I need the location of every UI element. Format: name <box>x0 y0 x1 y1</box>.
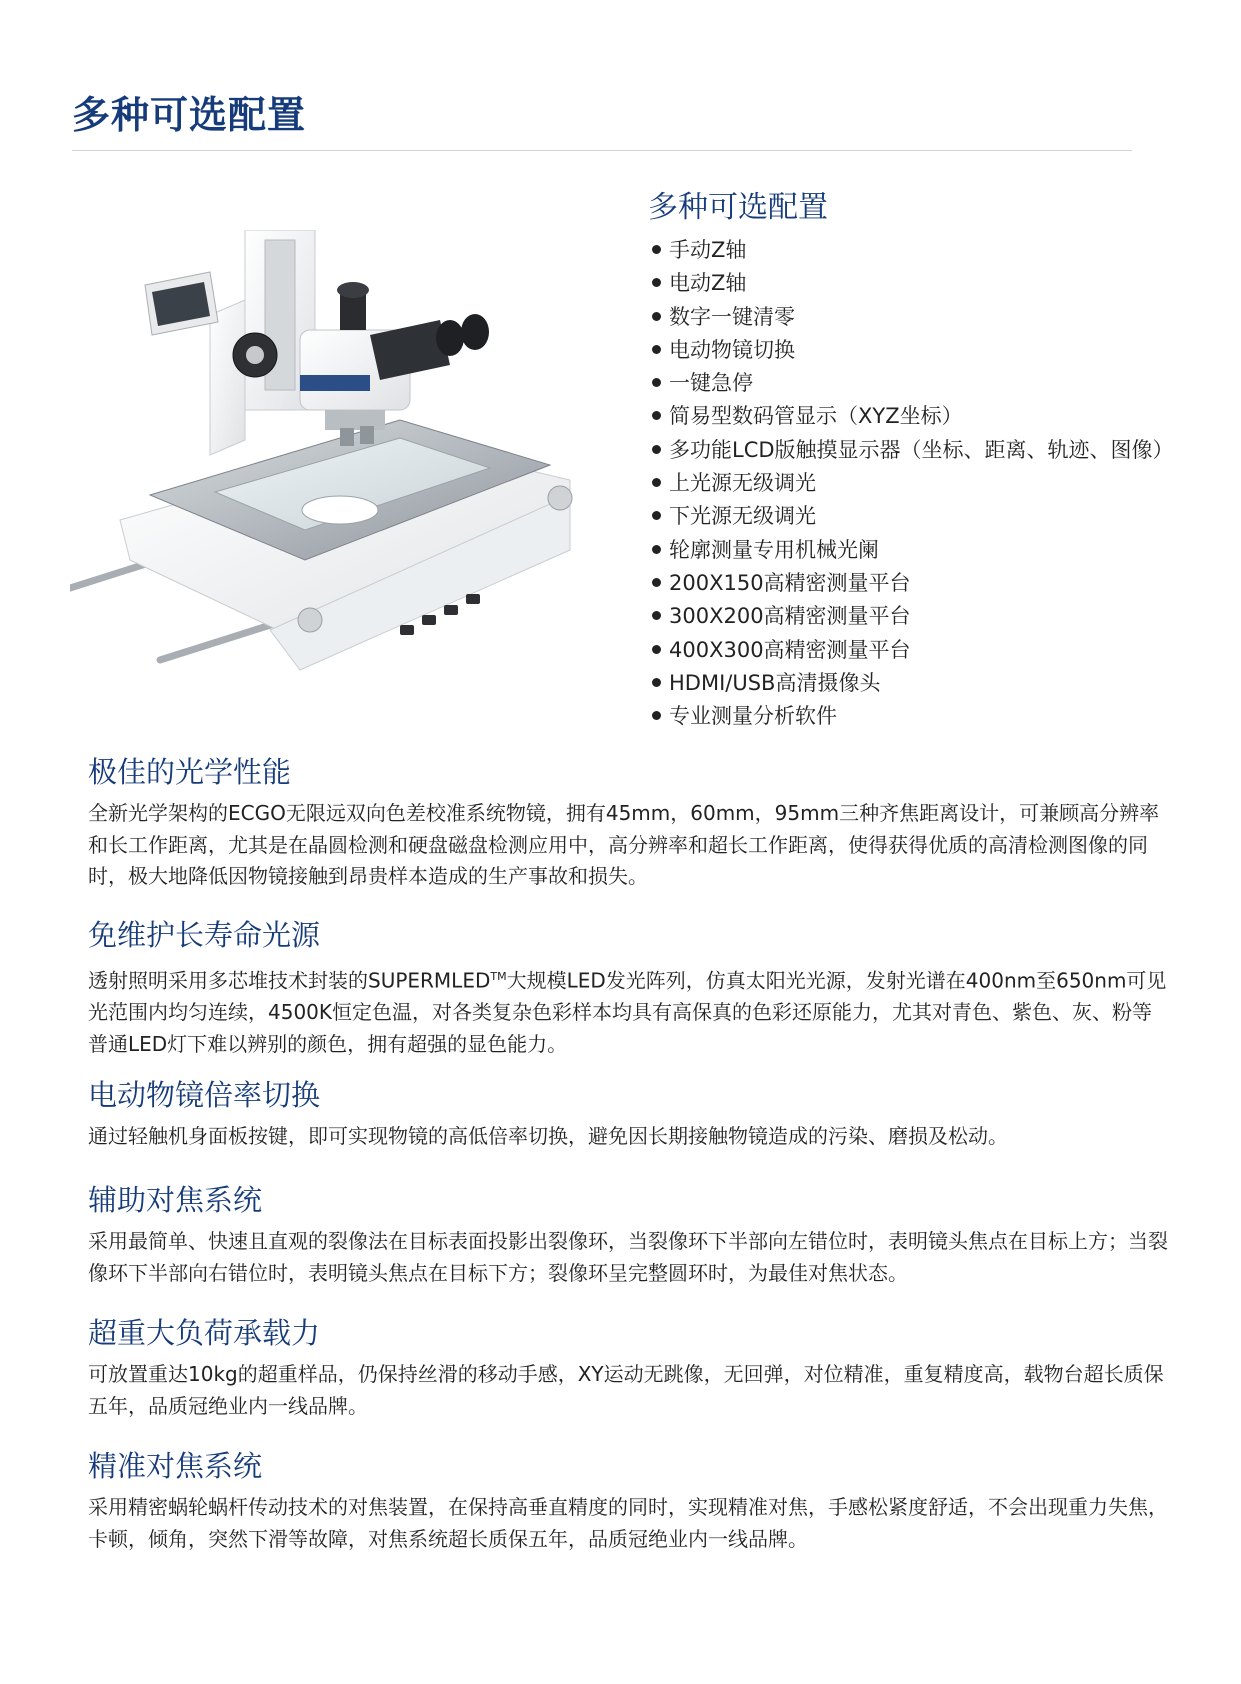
list-item-label: HDMI/USB高清摄像头 <box>669 670 881 695</box>
bullet-icon <box>652 411 661 420</box>
bullet-icon <box>652 445 661 454</box>
list-item-label: 多功能LCD版触摸显示器（坐标、距离、轨迹、图像） <box>669 437 1174 462</box>
section-body: 采用精密蜗轮蜗杆传动技术的对焦装置，在保持高垂直精度的同时，实现精准对焦，手感松紧度舒适，不会出现重力失焦，卡顿，倾角，突然下滑等故障，对焦系统超长质保五年，品质冠绝业内一线品牌。 <box>88 1495 1168 1551</box>
section-heading: 极佳的光学性能 <box>88 755 292 789</box>
list-item-label: 数字一键清零 <box>669 304 795 329</box>
list-item-label: 手动Z轴 <box>669 238 747 262</box>
list-item <box>648 567 1241 600</box>
section-focus-aid <box>88 1180 1168 1289</box>
list-item <box>648 534 1241 567</box>
section-precise-focus <box>88 1446 1168 1555</box>
list-item <box>648 467 1241 500</box>
bullet-icon <box>652 611 661 620</box>
list-item <box>648 400 1241 433</box>
bullet-icon <box>652 245 661 254</box>
config-heading: 多种可选配置 <box>648 190 828 225</box>
section-body: 可放置重达10kg的超重样品，仍保持丝滑的移动手感，XY运动无跳像，无回弹，对位精准，重复精度高，载物台超长质保五年，品质冠绝业内一线品牌。 <box>88 1362 1164 1418</box>
section-body: 采用最简单、快速且直观的裂像法在目标表面投影出裂像环，当裂像环下半部向左错位时，表明镜头焦点在目标上方；当裂像环下半部向右错位时，表明镜头焦点在目标下方；裂像环呈完整圆环时，为最佳对焦状态。 <box>88 1229 1168 1285</box>
microscope-product-image <box>70 230 640 740</box>
list-item-label: 下光源无级调光 <box>669 504 816 529</box>
bullet-icon <box>652 378 661 387</box>
bullet-icon <box>652 345 661 354</box>
list-item <box>648 334 1241 367</box>
list-item <box>648 234 1241 267</box>
section-body <box>88 961 1168 1060</box>
section-heading: 辅助对焦系统 <box>88 1183 263 1217</box>
list-item <box>648 367 1241 400</box>
config-list <box>648 234 1241 733</box>
list-item-label: 200X150高精密测量平台 <box>669 570 911 595</box>
bullet-icon <box>652 545 661 554</box>
section-heading: 免维护长寿命光源 <box>88 918 321 952</box>
list-item-label: 电动物镜切换 <box>669 337 795 362</box>
list-item <box>648 301 1241 334</box>
bullet-icon <box>652 578 661 587</box>
section-body: 全新光学架构的ECGO无限远双向色差校准系统物镜，拥有45mm，60mm，95mm三种齐焦距离设计，可兼顾高分辨率和长工作距离，尤其是在晶圆检测和硬盘磁盘检测应用中，高分辨率和超长工作距离，使得获得优质的高清检测图像的同时，极大地降低因物镜接触到昂贵样本造成的生产事故和损失。 <box>88 801 1160 888</box>
bullet-icon <box>652 478 661 487</box>
bullet-icon <box>652 645 661 654</box>
list-item-label: 300X200高精密测量平台 <box>669 604 911 629</box>
list-item-label: 轮廓测量专用机械光阑 <box>669 537 879 562</box>
bullet-icon <box>652 511 661 520</box>
list-item <box>648 634 1241 667</box>
bullet-icon <box>652 312 661 321</box>
section-load-capacity <box>88 1313 1168 1422</box>
bullet-icon <box>652 678 661 687</box>
list-item-label: 上光源无级调光 <box>669 471 816 496</box>
section-heading: 电动物镜倍率切换 <box>88 1078 321 1112</box>
list-item-label: 电动Z轴 <box>669 271 747 296</box>
section-optics <box>88 752 1168 893</box>
list-item <box>648 267 1241 300</box>
section-body-part: 透射照明采用多芯堆技术封装的SUPERMLED <box>88 968 491 993</box>
page-title: 多种可选配置 <box>72 93 307 137</box>
list-item-label: 一键急停 <box>669 371 753 396</box>
section-body: 通过轻触机身面板按键，即可实现物镜的高低倍率切换，避免因长期接触物镜造成的污染、磨损及松动。 <box>88 1124 1008 1148</box>
section-heading: 超重大负荷承载力 <box>88 1316 321 1350</box>
list-item <box>648 600 1241 633</box>
list-item <box>648 434 1241 467</box>
list-item <box>648 500 1241 533</box>
bullet-icon <box>652 278 661 287</box>
list-item-label: 400X300高精密测量平台 <box>669 637 911 662</box>
bullet-icon <box>652 711 661 720</box>
config-panel <box>648 188 1241 733</box>
section-light-source <box>88 915 1168 1060</box>
list-item-label: 专业测量分析软件 <box>669 704 837 729</box>
title-divider <box>72 150 1132 151</box>
list-item-label: 简易型数码管显示（XYZ坐标） <box>669 404 963 429</box>
section-heading: 精准对焦系统 <box>88 1449 263 1483</box>
trademark-mark: TM <box>490 970 507 983</box>
list-item <box>648 667 1241 700</box>
section-objective-switch <box>88 1075 1168 1153</box>
list-item <box>648 700 1241 733</box>
section-body-part: 大规模LED发光阵列，仿真太阳光光源，发射光谱在400nm至650nm可见光范围内均匀连续，4500K恒定色温，对各类复杂色彩样本均具有高保真的色彩还原能力，尤其对青色、紫色、灰、粉等普通LED灯下难以辨别的颜色，拥有超强的显色能力。 <box>88 968 1167 1056</box>
